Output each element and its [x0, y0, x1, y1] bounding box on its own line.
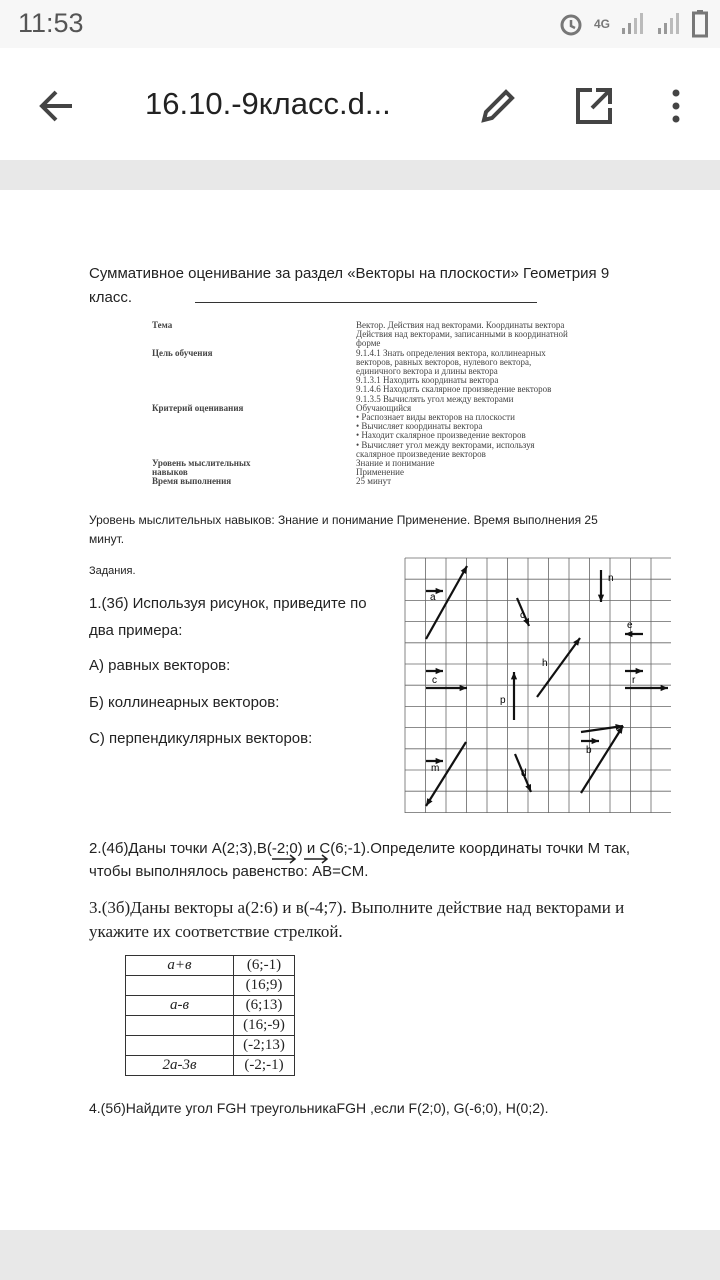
marker-c-head	[436, 668, 443, 674]
table-row	[126, 1036, 295, 1056]
vector-grid-figure	[403, 556, 671, 816]
vector-arrows-ab-cm	[270, 854, 330, 864]
signal-icon-2	[656, 12, 682, 36]
battery-icon	[692, 10, 708, 38]
network-type: 4G	[593, 17, 610, 31]
marker-b-head	[592, 738, 599, 744]
vector-label-a: a	[430, 592, 436, 603]
name-underline	[195, 302, 537, 303]
q2-line2: чтобы выполнялось равенство: AB=CM.	[89, 863, 369, 880]
vector-label-m: m	[431, 763, 440, 774]
meta-value: • Находит скалярное произведение векторов	[356, 430, 526, 441]
status-time: 11:53	[18, 8, 84, 38]
result-cell: (16;9)	[234, 976, 295, 996]
more-options-icon[interactable]	[654, 84, 698, 128]
operation-cell	[126, 1016, 234, 1036]
tasks-label: Задания.	[89, 565, 136, 577]
q4-text: 4.(5б)Найдите угол FGH треугольникаFGH ,если F(2;0), G(-6;0), H(0;2).	[89, 1100, 549, 1116]
meta-key: Цель обучения	[152, 347, 213, 358]
vector-e-head	[625, 631, 632, 637]
operation-cell: а-в	[126, 996, 234, 1016]
meta-value: 9.1.3.1 Находить координаты вектора	[356, 375, 499, 386]
vector-label-e: e	[627, 620, 633, 631]
level-line2: минут.	[89, 532, 125, 546]
meta-value: • Вычисляет координаты вектора	[356, 421, 483, 432]
vector-n-head	[598, 595, 604, 602]
meta-value: 9.1.3.5 Вычислять угол между векторами	[356, 393, 514, 404]
vector-b	[581, 726, 623, 793]
result-cell: (-2;-1)	[234, 1056, 295, 1076]
vector-label-p: p	[500, 695, 506, 706]
result-cell: (-2;13)	[234, 1036, 295, 1056]
table-row	[126, 956, 295, 976]
vector-label-c: c	[432, 675, 437, 686]
vector-label-c: c	[520, 610, 525, 621]
vector-label-r: r	[632, 675, 636, 686]
document-page	[0, 190, 720, 1230]
q1-option-c: С) перпендикулярных векторов:	[89, 730, 313, 747]
operation-cell	[126, 976, 234, 996]
doc-heading-line2: класс.	[89, 289, 132, 306]
q1-option-b: Б) коллинеарных векторов:	[89, 694, 280, 711]
meta-value: единичного вектора и длины вектора	[356, 366, 498, 376]
meta-value: 25 минут	[356, 476, 392, 487]
meta-key: Уровень мыслительных	[152, 458, 251, 468]
status-bar	[0, 0, 720, 48]
signal-icon	[620, 12, 646, 36]
table-row	[126, 1056, 295, 1076]
q2-line1: 2.(4б)Даны точки A(2;3),B(-2;0) и C(6;-1).Определите координаты точки М так,	[89, 840, 631, 857]
app-bar	[0, 48, 720, 160]
operation-cell: 2а-3в	[126, 1056, 234, 1076]
document-title: 16.10.-9класс.d...	[145, 86, 391, 121]
q3-line2: укажите их соответствие стрелкой.	[89, 922, 343, 941]
table-row	[126, 976, 295, 996]
table-row	[126, 996, 295, 1016]
q1-line2: два примера:	[89, 622, 183, 639]
vector-c-head	[460, 685, 467, 691]
meta-value: Действия над векторами, записанными в координатной	[356, 329, 568, 340]
operation-cell: а+в	[126, 956, 234, 976]
meta-value: 9.1.4.6 Находить скалярное произведение векторов	[356, 384, 552, 395]
meta-key: Тема	[152, 320, 173, 330]
q1-line1: 1.(3б) Используя рисунок, приведите по	[89, 595, 367, 612]
back-arrow-icon[interactable]	[36, 86, 76, 126]
meta-value: Обучающийся	[356, 402, 412, 413]
open-external-icon[interactable]	[572, 84, 616, 128]
vector-label-h: h	[542, 658, 548, 669]
doc-heading-line1: Суммативное оценивание за раздел «Векторы на плоскости» Геометрия 9	[89, 265, 610, 282]
meta-key: Критерий оценивания	[152, 402, 244, 413]
q1-option-a: А) равных векторов:	[89, 657, 231, 674]
operation-cell	[126, 1036, 234, 1056]
vector-label-b: b	[586, 745, 592, 756]
meta-value: Вектор. Действия над векторами. Координаты вектора	[356, 320, 565, 330]
meta-key: Время выполнения	[152, 476, 232, 487]
meta-key: навыков	[152, 467, 188, 478]
marker-r-head	[636, 668, 643, 674]
result-cell: (6;13)	[234, 996, 295, 1016]
edit-pencil-icon[interactable]	[476, 84, 520, 128]
meta-value: Знание и понимание	[356, 458, 435, 468]
result-cell: (6;-1)	[234, 956, 295, 976]
level-line1: Уровень мыслительных навыков: Знание и понимание Применение. Время выполнения 25	[89, 513, 598, 527]
result-cell: (16;-9)	[234, 1016, 295, 1036]
meta-value: форме	[356, 338, 381, 349]
marker-a-head	[436, 588, 443, 594]
vector-r-head	[661, 685, 668, 691]
meta-value: векторов, равных векторов, нулевого вектора,	[356, 356, 532, 367]
vector-label-d: d	[521, 768, 527, 779]
alarm-icon	[558, 11, 584, 37]
meta-value: Применение	[356, 467, 404, 478]
vector-label-n: n	[608, 573, 614, 584]
meta-value: • Вычисляет угол между векторами, используя	[356, 439, 535, 450]
q3-line1: 3.(3б)Даны векторы а(2:6) и в(-4;7). Выполните действие над векторами и	[89, 898, 625, 917]
meta-value: 9.1.4.1 Знать определения вектора, коллинеарных	[356, 347, 546, 358]
table-row	[126, 1016, 295, 1036]
vector-operations-table	[125, 955, 295, 1076]
meta-value: скалярное произведение векторов	[356, 448, 486, 459]
status-icons	[558, 10, 708, 38]
meta-value: • Распознает виды векторов на плоскости	[356, 412, 515, 422]
vector-p-head	[511, 672, 517, 679]
